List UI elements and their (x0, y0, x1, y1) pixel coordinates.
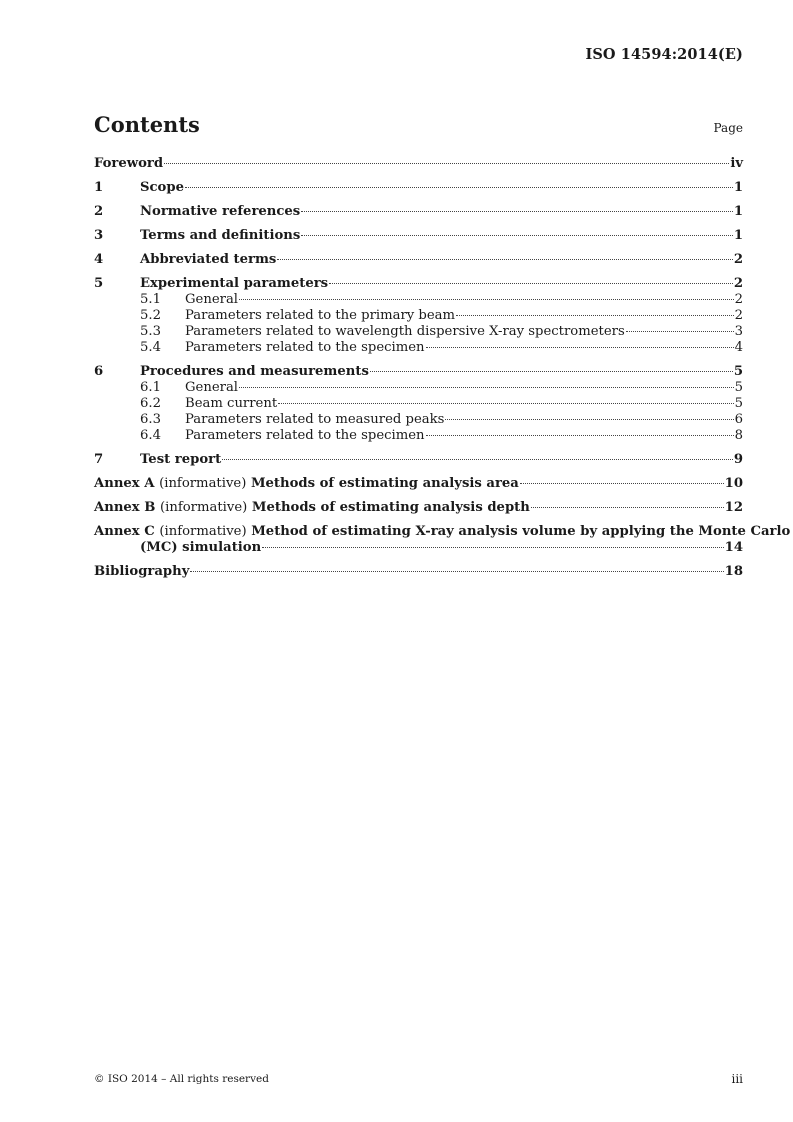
page-number: iii (731, 1072, 743, 1086)
toc-number: 4 (94, 252, 104, 267)
toc-page: 18 (724, 564, 743, 579)
toc-entry-6-3[interactable] (94, 412, 743, 428)
annex-informative: (informative) (159, 524, 247, 539)
toc-entry-5-2[interactable] (94, 308, 743, 324)
toc-entry-procedures-and-measurements[interactable] (94, 364, 743, 380)
toc-number: 5.3 (140, 324, 161, 339)
toc-entry-annex-c-continued[interactable] (94, 540, 743, 556)
toc-page: iv (730, 156, 743, 171)
dot-leader (301, 211, 733, 212)
document-id: ISO 14594:2014(E) (585, 46, 743, 63)
toc-label: Parameters related to the specimen (185, 340, 425, 355)
toc-page: 1 (733, 180, 743, 195)
toc-label: Beam current (185, 396, 278, 411)
toc-label: General (185, 292, 239, 307)
annex-title-line1: Method of estimating X-ray analysis volume by applying the Monte Carlo (251, 524, 791, 539)
toc-entry-normative-references[interactable] (94, 204, 743, 220)
toc-label: Parameters related to the specimen (185, 428, 425, 443)
toc-label (94, 476, 519, 492)
annex-prefix: Annex B (94, 500, 156, 515)
toc-page: 1 (733, 204, 743, 219)
toc-entry-foreword[interactable] (94, 156, 743, 172)
page-title: Contents (94, 112, 200, 137)
toc-entry-annex-c[interactable] (94, 524, 791, 540)
toc-number: 2 (94, 204, 104, 219)
toc-entry-terms-and-definitions[interactable] (94, 228, 743, 244)
dot-leader (301, 235, 733, 236)
dot-leader (531, 507, 724, 508)
toc-page: 2 (734, 292, 743, 307)
toc-label: Parameters related to measured peaks (185, 412, 445, 427)
toc-number: 1 (94, 180, 104, 195)
toc-label (94, 500, 530, 516)
toc-number: 5.1 (140, 292, 161, 307)
toc-number: 7 (94, 452, 104, 467)
toc-page: 8 (734, 428, 743, 443)
dot-leader (520, 483, 724, 484)
toc-entry-5-3[interactable] (94, 324, 743, 340)
toc-page: 2 (733, 276, 743, 291)
toc-label: Procedures and measurements (140, 364, 369, 379)
toc-number: 5.4 (140, 340, 161, 355)
toc-page: 5 (734, 380, 743, 395)
toc-number: 6.3 (140, 412, 161, 427)
toc-number: 6.4 (140, 428, 161, 443)
dot-leader (164, 163, 729, 164)
toc-entry-5-4[interactable] (94, 340, 743, 356)
toc-entry-5-1[interactable] (94, 292, 743, 308)
toc-number: 6.2 (140, 396, 161, 411)
toc-label: Test report (140, 452, 222, 467)
toc-page: 12 (724, 500, 743, 515)
toc-entry-scope[interactable] (94, 180, 743, 196)
dot-leader (278, 403, 733, 404)
annex-prefix: Annex C (94, 524, 155, 539)
toc-number: 6 (94, 364, 104, 379)
toc-entry-experimental-parameters[interactable] (94, 276, 743, 292)
annex-informative: (informative) (160, 500, 248, 515)
toc-label: General (185, 380, 239, 395)
toc-page: 4 (734, 340, 743, 355)
toc-number: 5.2 (140, 308, 161, 323)
dot-leader (239, 387, 734, 388)
toc-label: Terms and definitions (140, 228, 301, 243)
toc-page: 9 (733, 452, 743, 467)
dot-leader (185, 187, 733, 188)
toc-entry-test-report[interactable] (94, 452, 743, 468)
toc-page: 14 (724, 540, 743, 555)
toc-entry-annex-b[interactable] (94, 500, 743, 516)
toc-entry-abbreviated-terms[interactable] (94, 252, 743, 268)
toc-page: 10 (724, 476, 743, 491)
toc-entry-6-2[interactable] (94, 396, 743, 412)
annex-title: Methods of estimating analysis depth (251, 500, 530, 515)
dot-leader (626, 331, 734, 332)
dot-leader (239, 299, 734, 300)
annex-title: Methods of estimating analysis area (250, 476, 519, 491)
dot-leader (190, 571, 723, 572)
toc-page: 1 (733, 228, 743, 243)
dot-leader (277, 259, 732, 260)
toc-page: 2 (734, 308, 743, 323)
toc-page: 3 (734, 324, 743, 339)
dot-leader (456, 315, 734, 316)
toc-entry-6-1[interactable] (94, 380, 743, 396)
toc-number: 3 (94, 228, 104, 243)
dot-leader (262, 547, 723, 548)
dot-leader (329, 283, 733, 284)
contents-header (94, 112, 743, 137)
toc-label: Parameters related to the primary beam (185, 308, 456, 323)
toc-label: Abbreviated terms (140, 252, 277, 267)
toc-number: 6.1 (140, 380, 161, 395)
dot-leader (370, 371, 733, 372)
toc-page: 2 (733, 252, 743, 267)
toc-entry-bibliography[interactable] (94, 564, 743, 580)
page-column-label: Page (713, 121, 743, 135)
table-of-contents (94, 156, 791, 580)
dot-leader (222, 459, 733, 460)
toc-label: Normative references (140, 204, 301, 219)
toc-label: Scope (140, 180, 184, 195)
toc-number: 5 (94, 276, 104, 291)
toc-label: Foreword (94, 156, 164, 171)
dot-leader (426, 347, 734, 348)
annex-prefix: Annex A (94, 476, 155, 491)
toc-label: Experimental parameters (140, 276, 329, 291)
dot-leader (445, 419, 733, 420)
toc-entry-6-4[interactable] (94, 428, 743, 444)
toc-page: 5 (733, 364, 743, 379)
annex-title-line2: (MC) simulation (140, 540, 262, 555)
toc-label (94, 524, 790, 540)
toc-page: 6 (734, 412, 743, 427)
dot-leader (426, 435, 734, 436)
toc-entry-annex-a[interactable] (94, 476, 743, 492)
annex-informative: (informative) (159, 476, 247, 491)
toc-label: Parameters related to wavelength dispersive X-ray spectrometers (185, 324, 625, 339)
toc-page: 5 (734, 396, 743, 411)
copyright-notice: © ISO 2014 – All rights reserved (94, 1073, 269, 1085)
toc-label: Bibliography (94, 564, 190, 579)
